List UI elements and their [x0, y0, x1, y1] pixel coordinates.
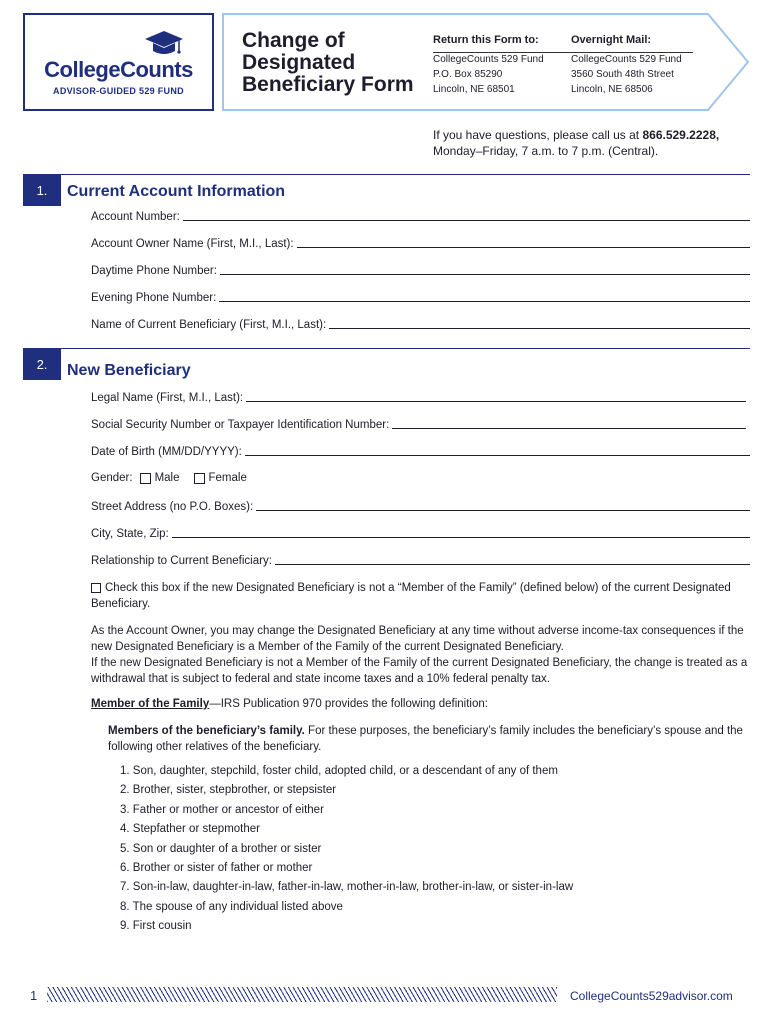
- member-definition-heading: [91, 696, 751, 712]
- members-text: For these purposes, the beneficiary’s family includes the beneficiary’s spouse and the following other relatives of the beneficiary.: [108, 725, 743, 753]
- section-1-title: Current Account Information: [67, 183, 286, 200]
- not-family-checkbox[interactable]: [91, 583, 101, 593]
- fill-line[interactable]: [172, 537, 750, 538]
- fill-line[interactable]: [392, 428, 746, 429]
- list-item: 4. Stepfather or stepmother: [120, 823, 260, 836]
- logo-name: CollegeCounts: [44, 57, 193, 82]
- section-2-number: 2.: [23, 348, 61, 380]
- overnight-line: Lincoln, NE 68506: [571, 84, 653, 95]
- city-state-zip-field[interactable]: [91, 524, 750, 540]
- list-item: 6. Brother or sister of father or mother: [120, 862, 313, 875]
- field-label: Social Security Number or Taxpayer Identification Number:: [91, 419, 390, 431]
- return-heading: Return this Form to:: [433, 34, 539, 46]
- contact-info: [433, 127, 753, 159]
- fill-line[interactable]: [183, 220, 750, 221]
- not-family-checkbox-row: [91, 580, 751, 612]
- fill-line[interactable]: [219, 301, 750, 302]
- female-checkbox[interactable]: [194, 473, 205, 484]
- legal-name-field[interactable]: [91, 388, 746, 404]
- owner-paragraph-2: If the new Designated Beneficiary is not a Member of the Family of the current Designated Beneficiary, the change is treated as a withdrawal that is subject to federal and state income taxes and a 10% federal penalty tax.: [91, 657, 748, 685]
- contact-hours: Monday–Friday, 7 a.m. to 7 p.m. (Central).: [433, 144, 659, 158]
- fill-line[interactable]: [256, 510, 750, 511]
- not-family-checkbox-text: Check this box if the new Designated Beneficiary is not a “Member of the Family” (defined below) of the current Designated Beneficiary.: [91, 582, 731, 610]
- relatives-list: [120, 762, 573, 937]
- form-title-line: Designated: [242, 51, 356, 74]
- fill-line[interactable]: [329, 328, 750, 329]
- field-label: Street Address (no P.O. Boxes):: [91, 501, 254, 513]
- fill-line[interactable]: [275, 564, 750, 565]
- daytime-phone-field[interactable]: [91, 261, 750, 277]
- gender-label: Gender:: [91, 472, 133, 484]
- footer-website-link[interactable]: CollegeCounts529advisor.com: [570, 989, 733, 1003]
- field-label: Name of Current Beneficiary (First, M.I., Last):: [91, 319, 327, 331]
- contact-prefix: If you have questions, please call us at: [433, 128, 643, 142]
- field-label: City, State, Zip:: [91, 528, 169, 540]
- logo-tagline: ADVISOR-GUIDED 529 FUND: [53, 86, 184, 96]
- footer-hatch-pattern: [47, 987, 557, 1002]
- list-item: 8. The spouse of any individual listed above: [120, 900, 343, 913]
- date-of-birth-field[interactable]: [91, 442, 750, 458]
- return-line: Lincoln, NE 68501: [433, 84, 515, 95]
- owner-paragraph: [91, 623, 751, 687]
- members-description: [108, 723, 753, 755]
- list-item: 5. Son or daughter of a brother or sister: [120, 842, 322, 855]
- evening-phone-field[interactable]: [91, 288, 750, 304]
- account-owner-name-field[interactable]: [91, 234, 750, 250]
- list-item: 9. First cousin: [120, 920, 192, 933]
- list-item: 1. Son, daughter, stepchild, foster child, adopted child, or a descendant of any of them: [120, 765, 558, 777]
- member-of-family-term: Member of the Family: [91, 698, 210, 710]
- list-item: 2. Brother, sister, stepbrother, or stepsister: [120, 784, 337, 797]
- ssn-tin-field[interactable]: [91, 415, 746, 431]
- field-label: Legal Name (First, M.I., Last):: [91, 392, 244, 404]
- list-item: 7. Son-in-law, daughter-in-law, father-in-law, mother-in-law, brother-in-law, or sister-in-law: [120, 881, 574, 894]
- page-number: 1: [30, 988, 38, 1003]
- member-intro: —IRS Publication 970 provides the following definition:: [209, 698, 488, 710]
- field-label: Account Number:: [91, 211, 180, 223]
- field-label: Date of Birth (MM/DD/YYYY):: [91, 446, 242, 458]
- members-bold: Members of the beneficiary’s family.: [108, 725, 305, 737]
- fill-line[interactable]: [297, 247, 750, 248]
- current-beneficiary-name-field[interactable]: [91, 315, 750, 331]
- male-checkbox[interactable]: [140, 473, 151, 484]
- return-address: [433, 34, 555, 97]
- form-title: [242, 30, 417, 96]
- relationship-field[interactable]: [91, 551, 750, 567]
- section-1-rule: [61, 174, 750, 175]
- fill-line[interactable]: [246, 401, 746, 402]
- overnight-line: 3560 South 48th Street: [571, 69, 674, 80]
- fill-line[interactable]: [220, 274, 750, 275]
- section-1-number: 1.: [23, 174, 61, 206]
- overnight-heading: Overnight Mail:: [571, 34, 652, 46]
- street-address-field[interactable]: [91, 497, 750, 513]
- logo-box: [23, 13, 214, 111]
- graduation-cap-icon: [143, 29, 185, 57]
- owner-paragraph-1: As the Account Owner, you may change the Designated Beneficiary at any time without adverse income-tax consequences if the new Designated Beneficiary is a Member of the Family of the current Designated Beneficiary.: [91, 625, 744, 653]
- field-label: Relationship to Current Beneficiary:: [91, 555, 272, 567]
- gender-row: [91, 472, 247, 484]
- form-title-line: Change of: [242, 29, 345, 52]
- return-line: P.O. Box 85290: [433, 69, 503, 80]
- account-number-field[interactable]: [91, 207, 750, 223]
- overnight-line: CollegeCounts 529 Fund: [571, 54, 682, 65]
- field-label: Evening Phone Number:: [91, 292, 217, 304]
- field-label: Daytime Phone Number:: [91, 265, 217, 277]
- return-line: CollegeCounts 529 Fund: [433, 54, 544, 65]
- section-2-rule: [61, 348, 750, 349]
- list-item: 3. Father or mother or ancestor of either: [120, 803, 324, 816]
- overnight-address: [571, 34, 693, 97]
- field-label: Account Owner Name (First, M.I., Last):: [91, 238, 294, 250]
- female-label: Female: [208, 472, 247, 484]
- contact-phone[interactable]: 866.529.2228,: [642, 128, 720, 142]
- fill-line[interactable]: [245, 455, 750, 456]
- section-2-title: New Beneficiary: [67, 362, 191, 379]
- form-title-line: Beneficiary Form: [242, 73, 414, 96]
- male-label: Male: [154, 472, 180, 484]
